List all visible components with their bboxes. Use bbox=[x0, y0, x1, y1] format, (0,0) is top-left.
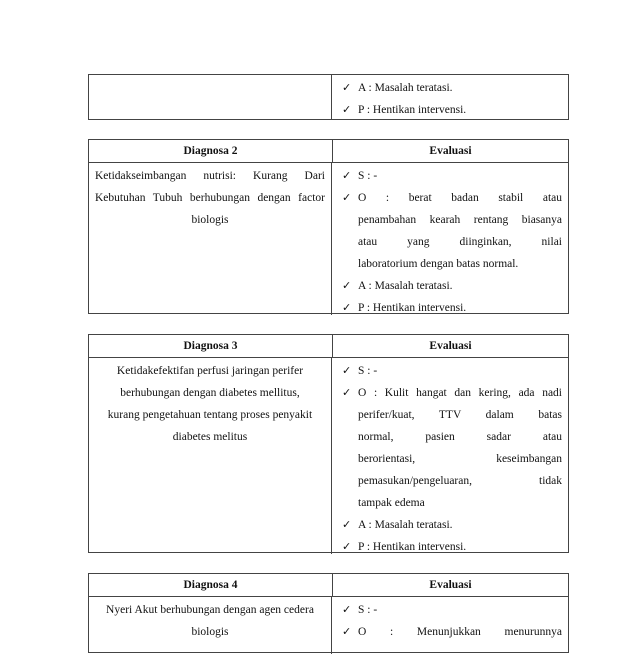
objective-text: O : berat badan stabil atau bbox=[358, 192, 562, 204]
objective-text: O : Menunjukkan menurunnya bbox=[358, 626, 562, 638]
subjective-text: S : - bbox=[358, 604, 378, 616]
plan-text: P : Hentikan intervensi. bbox=[358, 104, 467, 116]
assessment-text: A : Masalah teratasi. bbox=[358, 519, 453, 531]
evaluasi-header: Evaluasi bbox=[429, 579, 472, 591]
objective-continuation: perifer/kuat, TTV dalam batas bbox=[358, 409, 562, 421]
diagnosa-header: Diagnosa 2 bbox=[89, 140, 333, 162]
assessment-text: A : Masalah teratasi. bbox=[358, 82, 453, 94]
evaluation-item bbox=[342, 187, 562, 209]
evaluasi-header: Evaluasi bbox=[429, 145, 472, 157]
evaluation-item bbox=[342, 382, 562, 404]
evaluation-cell bbox=[332, 75, 568, 119]
evaluation-item bbox=[342, 165, 562, 187]
table-header bbox=[89, 335, 568, 358]
diagnosis-cell bbox=[89, 358, 332, 554]
objective-continuation: pemasukan/pengeluaran, tidak bbox=[358, 475, 562, 487]
evaluation-item bbox=[342, 360, 562, 382]
evaluation-item bbox=[342, 275, 562, 297]
evaluation-item bbox=[342, 536, 562, 558]
diagnosis-cell bbox=[89, 597, 332, 654]
evaluation-item bbox=[342, 297, 562, 319]
check-icon: ✓ bbox=[342, 104, 352, 116]
evaluation-cell bbox=[332, 163, 568, 315]
assessment-text: A : Masalah teratasi. bbox=[358, 280, 453, 292]
diagnosis-line: Ketidakefektifan perfusi jaringan perifer bbox=[116, 365, 304, 377]
subjective-text: S : - bbox=[358, 365, 378, 377]
subjective-text: S : - bbox=[358, 170, 378, 182]
check-icon: ✓ bbox=[342, 626, 352, 638]
evaluation-table-diagnosa-4 bbox=[88, 573, 569, 653]
table-header bbox=[89, 140, 568, 163]
check-icon: ✓ bbox=[342, 604, 352, 616]
check-icon: ✓ bbox=[342, 541, 352, 553]
check-icon: ✓ bbox=[342, 280, 352, 292]
evaluation-cell bbox=[332, 597, 568, 654]
objective-continuation: tampak edema bbox=[358, 497, 425, 509]
objective-continuation: berorientasi, keseimbangan bbox=[358, 453, 562, 465]
objective-continuation: laboratorium dengan batas normal. bbox=[358, 258, 519, 270]
evaluation-table-diagnosa-3 bbox=[88, 334, 569, 553]
evaluation-item bbox=[342, 599, 562, 621]
check-icon: ✓ bbox=[342, 302, 352, 314]
diagnosis-line: diabetes melitus bbox=[172, 431, 248, 443]
diagnosis-line: berhubungan dengan diabetes mellitus, bbox=[120, 387, 300, 399]
check-icon: ✓ bbox=[342, 365, 352, 377]
diagnosis-cell bbox=[89, 163, 332, 315]
evaluation-item bbox=[342, 99, 562, 121]
diagnosis-line: biologis bbox=[191, 214, 229, 226]
diagnosis-line: biologis bbox=[191, 626, 229, 638]
evaluation-table-diagnosa-2 bbox=[88, 139, 569, 314]
diagnosis-line: kurang pengetahuan tentang proses penyakit bbox=[107, 409, 313, 421]
table-header bbox=[89, 574, 568, 597]
plan-text: P : Hentikan intervensi. bbox=[358, 302, 467, 314]
check-icon: ✓ bbox=[342, 170, 352, 182]
check-icon: ✓ bbox=[342, 387, 352, 399]
objective-continuation: normal, pasien sadar atau bbox=[358, 431, 562, 443]
objective-continuation: atau yang diinginkan, nilai bbox=[358, 236, 562, 248]
evaluation-table-continued bbox=[88, 74, 569, 120]
diagnosa-header: Diagnosa 3 bbox=[89, 335, 333, 357]
diagnosis-line: Nyeri Akut berhubungan dengan agen cedera bbox=[106, 604, 314, 616]
objective-text: O : Kulit hangat dan kering, ada nadi bbox=[358, 387, 562, 399]
evaluation-item bbox=[342, 621, 562, 643]
check-icon: ✓ bbox=[342, 82, 352, 94]
check-icon: ✓ bbox=[342, 519, 352, 531]
plan-text: P : Hentikan intervensi. bbox=[358, 541, 467, 553]
diagnosa-header: Diagnosa 4 bbox=[89, 574, 333, 596]
objective-continuation: penambahan kearah rentang biasanya bbox=[358, 214, 562, 226]
check-icon: ✓ bbox=[342, 192, 352, 204]
evaluation-item bbox=[342, 77, 562, 99]
evaluation-cell bbox=[332, 358, 568, 554]
diagnosis-line: Kebutuhan Tubuh berhubungan dengan factor bbox=[95, 192, 325, 204]
diagnosis-line: Ketidakseimbangan nutrisi: Kurang Dari bbox=[95, 170, 325, 182]
diagnosis-cell-empty bbox=[89, 75, 332, 119]
evaluation-item bbox=[342, 514, 562, 536]
evaluasi-header: Evaluasi bbox=[429, 340, 472, 352]
